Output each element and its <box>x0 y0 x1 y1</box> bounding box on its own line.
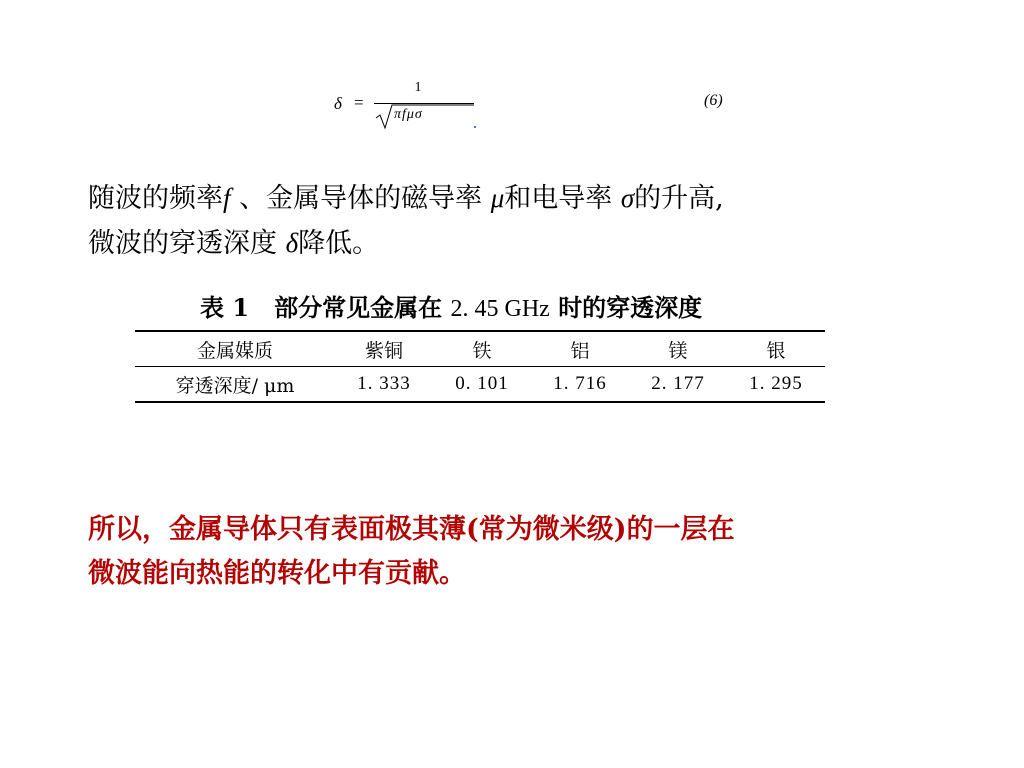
text-segment: 微波的穿透深度 <box>88 228 286 259</box>
formula-denominator: πfμσ <box>394 107 423 122</box>
value-cell: 0. 101 <box>455 373 509 394</box>
header-cell: 镁 <box>629 331 727 367</box>
conclusion-line: 所以，金属导体只有表面极其薄(常为微米级)的一层在 <box>88 514 735 545</box>
text-segment: 的升高, <box>634 183 724 214</box>
formula-delta: δ <box>334 94 342 113</box>
text-segment: 和电导率 <box>504 183 621 214</box>
text-segment: 降低。 <box>298 228 380 259</box>
delta-symbol: δ <box>285 228 299 258</box>
caption-frequency: 2. 45 GHz <box>450 296 550 322</box>
value-cell: 2. 177 <box>651 373 705 394</box>
formula-equals: = <box>354 93 364 112</box>
sigma-symbol: σ <box>620 183 635 213</box>
table-number: 表 1 <box>200 293 250 322</box>
header-cell: 铝 <box>531 331 629 367</box>
value-cell: 1. 716 <box>553 373 607 394</box>
explanation-paragraph <box>88 176 928 266</box>
square-root-sign <box>374 104 474 130</box>
text-segment: 随波的频率 <box>88 183 223 214</box>
table-caption <box>200 288 820 323</box>
penetration-depth-formula <box>330 80 750 136</box>
text-segment: 、金属导体的磁导率 <box>230 183 491 214</box>
caption-text: 部分常见金属在 <box>274 293 443 322</box>
header-cell: 紫铜 <box>335 331 433 367</box>
formula-numerator: 1 <box>414 80 422 95</box>
penetration-depth-table <box>135 330 825 403</box>
equation-number: (6) <box>704 92 723 109</box>
value-cell: 1. 295 <box>749 373 803 394</box>
header-cell: 铁 <box>433 331 531 367</box>
mu-symbol: μ <box>490 183 505 213</box>
header-cell: 银 <box>727 331 825 367</box>
value-cell: 1. 333 <box>357 373 411 394</box>
conclusion-line: 微波能向热能的转化中有贡献。 <box>88 558 466 589</box>
conclusion-paragraph <box>88 508 928 596</box>
caption-text: 时的穿透深度 <box>558 293 703 322</box>
row-label: 穿透深度/ μm <box>175 374 295 397</box>
table-header-row <box>135 331 825 367</box>
frequency-symbol: f <box>223 183 231 213</box>
table-row <box>135 367 825 403</box>
stray-mark <box>474 126 476 128</box>
header-cell: 金属媒质 <box>135 331 335 367</box>
